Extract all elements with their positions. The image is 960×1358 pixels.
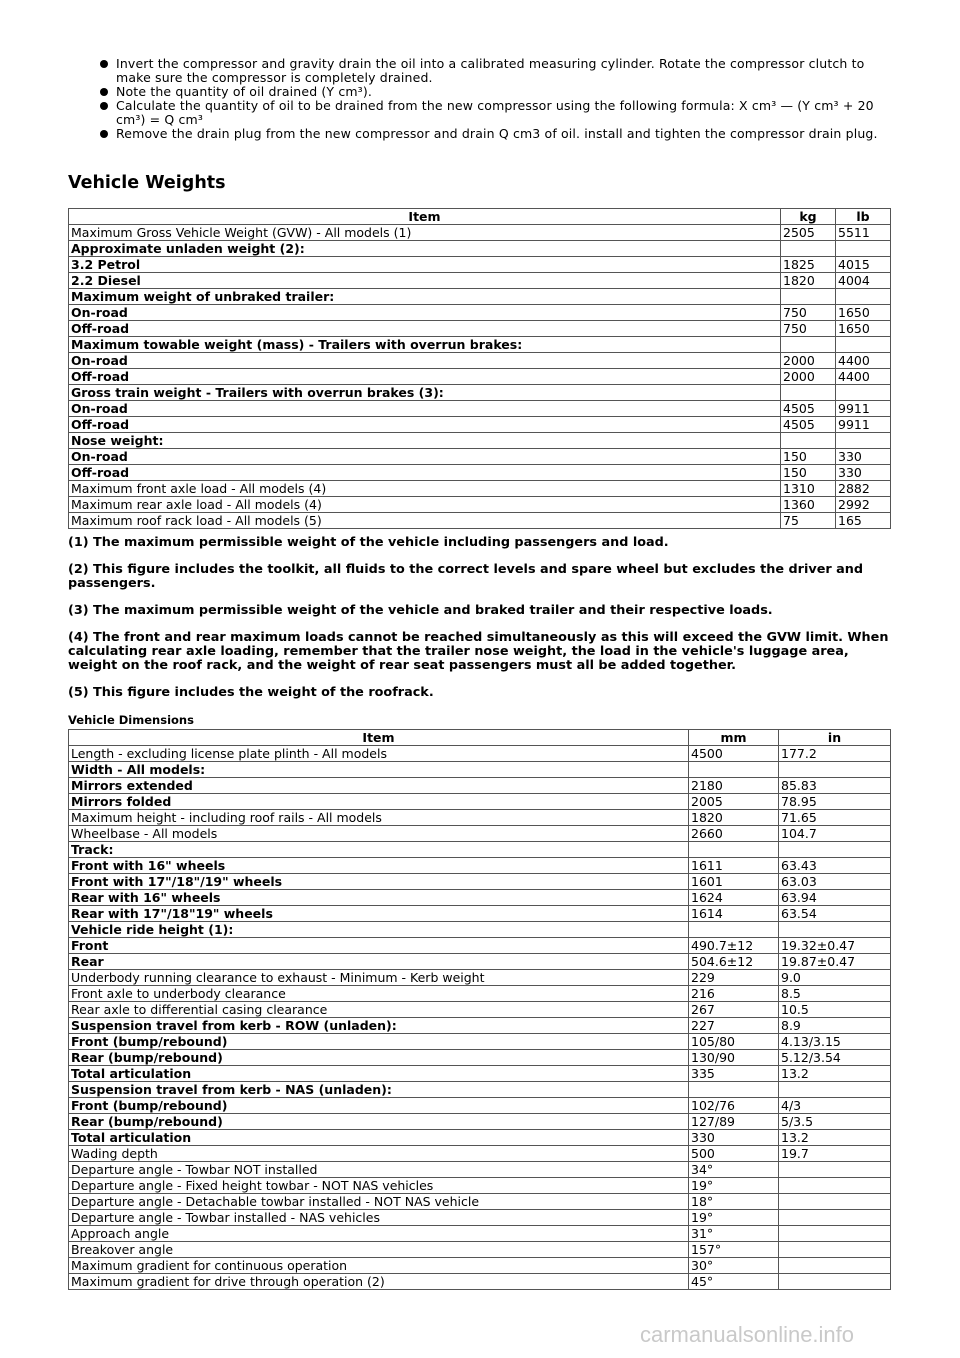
vehicle-weights-table (68, 208, 891, 529)
table-header-row (69, 209, 891, 225)
row-label: On-road (69, 449, 781, 465)
table-row (69, 1210, 891, 1226)
row-value-mm: 18° (689, 1194, 779, 1210)
row-value-mm (689, 922, 779, 938)
row-label: Off-road (69, 417, 781, 433)
row-value-mm: 105/80 (689, 1034, 779, 1050)
row-value-kg: 2000 (781, 369, 836, 385)
footnote: (4) The front and rear maximum loads cannot be reached simultaneously as this will exceed the GVW limit. When calculating rear axle loading, remember that the trailer nose weight, the load in the vehicle's luggage area, weight on the roof rack, and the weight of rear seat passengers must all be added together. (68, 630, 889, 673)
vehicle-dimensions-table (68, 729, 891, 1290)
row-label: Departure angle - Towbar NOT installed (69, 1162, 689, 1178)
row-value-in: 9.0 (779, 970, 891, 986)
row-value-mm (689, 1082, 779, 1098)
row-value-in (779, 1082, 891, 1098)
row-label: Rear with 16" wheels (69, 890, 689, 906)
row-value-mm: 45° (689, 1274, 779, 1290)
table-row (69, 241, 891, 257)
row-value-in: 104.7 (779, 826, 891, 842)
table-row (69, 305, 891, 321)
table-row (69, 513, 891, 529)
table-row (69, 858, 891, 874)
table-row (69, 1242, 891, 1258)
row-value-mm: 490.7±12 (689, 938, 779, 954)
row-value-lb (836, 385, 891, 401)
table-row (69, 746, 891, 762)
row-label: Width - All models: (69, 762, 689, 778)
row-value-kg: 4505 (781, 401, 836, 417)
table-row (69, 778, 891, 794)
row-value-in (779, 1178, 891, 1194)
column-header-kg: kg (781, 209, 836, 225)
table-row (69, 1146, 891, 1162)
row-label: Off-road (69, 321, 781, 337)
row-label: Front (bump/rebound) (69, 1098, 689, 1114)
table-row (69, 762, 891, 778)
row-value-mm: 330 (689, 1130, 779, 1146)
row-label: Front with 17"/18"/19" wheels (69, 874, 689, 890)
table-row (69, 986, 891, 1002)
table-row (69, 1178, 891, 1194)
row-value-kg: 750 (781, 305, 836, 321)
table-row (69, 1002, 891, 1018)
row-label: Maximum rear axle load - All models (4) (69, 497, 781, 513)
table-row (69, 938, 891, 954)
table-row (69, 481, 891, 497)
row-value-kg: 1310 (781, 481, 836, 497)
row-label: Suspension travel from kerb - ROW (unladen): (69, 1018, 689, 1034)
row-value-kg (781, 385, 836, 401)
row-label: 2.2 Diesel (69, 273, 781, 289)
row-label: On-road (69, 305, 781, 321)
table-row (69, 385, 891, 401)
row-value-mm: 2180 (689, 778, 779, 794)
row-value-kg (781, 289, 836, 305)
row-label: Front (bump/rebound) (69, 1034, 689, 1050)
bullet-item: Calculate the quantity of oil to be drained from the new compressor using the following formula: X cm³ — (Y cm³ + 20 cm³) = Q cm³ (98, 99, 898, 127)
row-value-in: 10.5 (779, 1002, 891, 1018)
row-value-mm: 2005 (689, 794, 779, 810)
table-row (69, 1098, 891, 1114)
section-title-vehicle-weights: Vehicle Weights (68, 173, 226, 193)
row-label: Maximum front axle load - All models (4) (69, 481, 781, 497)
row-label: Front axle to underbody clearance (69, 986, 689, 1002)
row-value-mm: 127/89 (689, 1114, 779, 1130)
row-value-lb: 2992 (836, 497, 891, 513)
row-value-kg: 75 (781, 513, 836, 529)
row-value-mm: 1601 (689, 874, 779, 890)
row-label: Rear (bump/rebound) (69, 1114, 689, 1130)
row-label: Length - excluding license plate plinth - All models (69, 746, 689, 762)
row-label: Off-road (69, 369, 781, 385)
table-row (69, 826, 891, 842)
row-value-kg (781, 433, 836, 449)
row-value-in: 13.2 (779, 1066, 891, 1082)
row-value-in: 8.5 (779, 986, 891, 1002)
row-value-mm: 19° (689, 1210, 779, 1226)
row-label: Gross train weight - Trailers with overrun brakes (3): (69, 385, 781, 401)
row-value-lb: 1650 (836, 305, 891, 321)
row-value-mm: 30° (689, 1258, 779, 1274)
column-header-lb: lb (836, 209, 891, 225)
table-row (69, 906, 891, 922)
row-value-kg: 2505 (781, 225, 836, 241)
row-value-in: 71.65 (779, 810, 891, 826)
table-row (69, 842, 891, 858)
row-value-lb: 4004 (836, 273, 891, 289)
row-value-mm: 31° (689, 1226, 779, 1242)
table-row (69, 433, 891, 449)
table-row (69, 890, 891, 906)
row-label: Front (69, 938, 689, 954)
row-value-in: 4/3 (779, 1098, 891, 1114)
row-value-in (779, 1162, 891, 1178)
row-value-kg: 1360 (781, 497, 836, 513)
row-value-kg (781, 337, 836, 353)
row-value-mm: 19° (689, 1178, 779, 1194)
row-value-kg: 150 (781, 465, 836, 481)
table-row (69, 1050, 891, 1066)
row-value-kg: 1825 (781, 257, 836, 273)
row-label: Approximate unladen weight (2): (69, 241, 781, 257)
row-value-lb: 4400 (836, 369, 891, 385)
row-value-lb: 330 (836, 465, 891, 481)
row-value-lb: 1650 (836, 321, 891, 337)
table-row (69, 810, 891, 826)
row-value-kg: 1820 (781, 273, 836, 289)
table-row (69, 1034, 891, 1050)
footnote: (1) The maximum permissible weight of the vehicle including passengers and load. (68, 535, 669, 550)
row-value-in: 19.87±0.47 (779, 954, 891, 970)
row-value-mm: 267 (689, 1002, 779, 1018)
bullet-item: Remove the drain plug from the new compressor and drain Q cm3 of oil. install and tighten the compressor drain plug. (98, 127, 898, 141)
intro-bullet-list (98, 57, 898, 141)
row-value-in: 85.83 (779, 778, 891, 794)
row-value-mm: 34° (689, 1162, 779, 1178)
row-label: Maximum gradient for continuous operation (69, 1258, 689, 1274)
row-label: Total articulation (69, 1130, 689, 1146)
table-row (69, 449, 891, 465)
row-label: Rear (69, 954, 689, 970)
table-row (69, 1130, 891, 1146)
table-row (69, 289, 891, 305)
row-label: Approach angle (69, 1226, 689, 1242)
row-value-in: 177.2 (779, 746, 891, 762)
table-row (69, 417, 891, 433)
table-row (69, 257, 891, 273)
table-row (69, 874, 891, 890)
row-value-mm: 2660 (689, 826, 779, 842)
row-label: Maximum Gross Vehicle Weight (GVW) - All models (1) (69, 225, 781, 241)
row-label: On-road (69, 401, 781, 417)
row-value-in: 78.95 (779, 794, 891, 810)
table-row (69, 497, 891, 513)
row-label: Total articulation (69, 1066, 689, 1082)
column-header-item: Item (69, 209, 781, 225)
row-label: Suspension travel from kerb - NAS (unladen): (69, 1082, 689, 1098)
row-value-in: 63.94 (779, 890, 891, 906)
row-label: On-road (69, 353, 781, 369)
row-label: Breakover angle (69, 1242, 689, 1258)
row-label: Underbody running clearance to exhaust - Minimum - Kerb weight (69, 970, 689, 986)
table-row (69, 1162, 891, 1178)
table-row (69, 369, 891, 385)
table-row (69, 922, 891, 938)
row-value-in (779, 1210, 891, 1226)
row-label: Maximum weight of unbraked trailer: (69, 289, 781, 305)
row-label: Rear axle to differential casing clearance (69, 1002, 689, 1018)
row-value-kg: 2000 (781, 353, 836, 369)
row-value-in (779, 1274, 891, 1290)
row-value-mm: 504.6±12 (689, 954, 779, 970)
column-header-item: Item (69, 730, 689, 746)
table-row (69, 465, 891, 481)
row-label: Track: (69, 842, 689, 858)
row-value-in: 13.2 (779, 1130, 891, 1146)
row-value-in: 63.43 (779, 858, 891, 874)
bullet-item: Invert the compressor and gravity drain the oil into a calibrated measuring cylinder. Rotate the compressor clutch to make sure the compressor is completely drained. (98, 57, 898, 85)
row-value-lb (836, 241, 891, 257)
row-value-mm: 1614 (689, 906, 779, 922)
row-label: Maximum roof rack load - All models (5) (69, 513, 781, 529)
row-value-lb: 4015 (836, 257, 891, 273)
section-title-vehicle-dimensions: Vehicle Dimensions (68, 713, 194, 727)
row-value-mm (689, 842, 779, 858)
table-row (69, 1194, 891, 1210)
row-value-mm: 500 (689, 1146, 779, 1162)
bullet-item: Note the quantity of oil drained (Y cm³). (98, 85, 898, 99)
row-label: Rear with 17"/18"19" wheels (69, 906, 689, 922)
table-row (69, 353, 891, 369)
row-value-in (779, 1258, 891, 1274)
row-value-in: 19.7 (779, 1146, 891, 1162)
row-label: Wading depth (69, 1146, 689, 1162)
row-value-in: 63.03 (779, 874, 891, 890)
row-value-lb: 2882 (836, 481, 891, 497)
column-header-mm: mm (689, 730, 779, 746)
row-value-mm: 335 (689, 1066, 779, 1082)
row-label: Maximum height - including roof rails - All models (69, 810, 689, 826)
row-value-mm: 216 (689, 986, 779, 1002)
table-row (69, 1226, 891, 1242)
row-value-mm: 1611 (689, 858, 779, 874)
row-value-lb: 4400 (836, 353, 891, 369)
row-value-mm: 229 (689, 970, 779, 986)
table-row (69, 273, 891, 289)
row-value-in (779, 842, 891, 858)
row-value-in (779, 922, 891, 938)
table-row (69, 970, 891, 986)
footnote: (2) This figure includes the toolkit, all fluids to the correct levels and spare wheel but excludes the driver and passengers. (68, 562, 864, 591)
row-value-in: 4.13/3.15 (779, 1034, 891, 1050)
footnote: (5) This figure includes the weight of the roofrack. (68, 685, 434, 700)
table-row (69, 1066, 891, 1082)
table-row (69, 1018, 891, 1034)
table-row (69, 1114, 891, 1130)
footnote: (3) The maximum permissible weight of the vehicle and braked trailer and their respective loads. (68, 603, 773, 618)
row-value-in: 63.54 (779, 906, 891, 922)
row-value-mm: 1820 (689, 810, 779, 826)
row-label: Departure angle - Towbar installed - NAS vehicles (69, 1210, 689, 1226)
row-value-mm: 1624 (689, 890, 779, 906)
row-label: Departure angle - Detachable towbar installed - NOT NAS vehicle (69, 1194, 689, 1210)
table-row (69, 401, 891, 417)
weight-footnotes (68, 536, 890, 713)
row-value-lb: 5511 (836, 225, 891, 241)
row-value-in (779, 1226, 891, 1242)
table-row (69, 1082, 891, 1098)
row-value-kg: 150 (781, 449, 836, 465)
row-value-mm: 102/76 (689, 1098, 779, 1114)
table-row (69, 794, 891, 810)
row-value-lb: 9911 (836, 401, 891, 417)
row-value-mm: 130/90 (689, 1050, 779, 1066)
row-value-lb (836, 289, 891, 305)
row-label: Rear (bump/rebound) (69, 1050, 689, 1066)
row-value-lb (836, 337, 891, 353)
row-value-lb (836, 433, 891, 449)
table-row (69, 321, 891, 337)
table-row (69, 1258, 891, 1274)
row-label: Mirrors extended (69, 778, 689, 794)
row-value-in (779, 762, 891, 778)
row-value-lb: 9911 (836, 417, 891, 433)
row-label: Front with 16" wheels (69, 858, 689, 874)
row-value-in: 5.12/3.54 (779, 1050, 891, 1066)
row-value-lb: 165 (836, 513, 891, 529)
row-value-kg (781, 241, 836, 257)
row-label: 3.2 Petrol (69, 257, 781, 273)
row-label: Nose weight: (69, 433, 781, 449)
table-row (69, 225, 891, 241)
row-value-mm: 4500 (689, 746, 779, 762)
row-value-kg: 750 (781, 321, 836, 337)
row-label: Vehicle ride height (1): (69, 922, 689, 938)
table-row (69, 337, 891, 353)
row-value-mm: 227 (689, 1018, 779, 1034)
row-value-in: 19.32±0.47 (779, 938, 891, 954)
row-label: Maximum gradient for drive through operation (2) (69, 1274, 689, 1290)
row-value-lb: 330 (836, 449, 891, 465)
watermark: carmanualsonline.info (640, 1322, 855, 1347)
table-row (69, 954, 891, 970)
row-label: Mirrors folded (69, 794, 689, 810)
row-label: Maximum towable weight (mass) - Trailers with overrun brakes: (69, 337, 781, 353)
row-label: Wheelbase - All models (69, 826, 689, 842)
column-header-in: in (779, 730, 891, 746)
row-label: Departure angle - Fixed height towbar - NOT NAS vehicles (69, 1178, 689, 1194)
row-value-mm (689, 762, 779, 778)
row-value-in (779, 1242, 891, 1258)
row-value-mm: 157° (689, 1242, 779, 1258)
table-header-row (69, 730, 891, 746)
row-value-in (779, 1194, 891, 1210)
row-label: Off-road (69, 465, 781, 481)
row-value-in: 8.9 (779, 1018, 891, 1034)
row-value-kg: 4505 (781, 417, 836, 433)
table-row (69, 1274, 891, 1290)
row-value-in: 5/3.5 (779, 1114, 891, 1130)
